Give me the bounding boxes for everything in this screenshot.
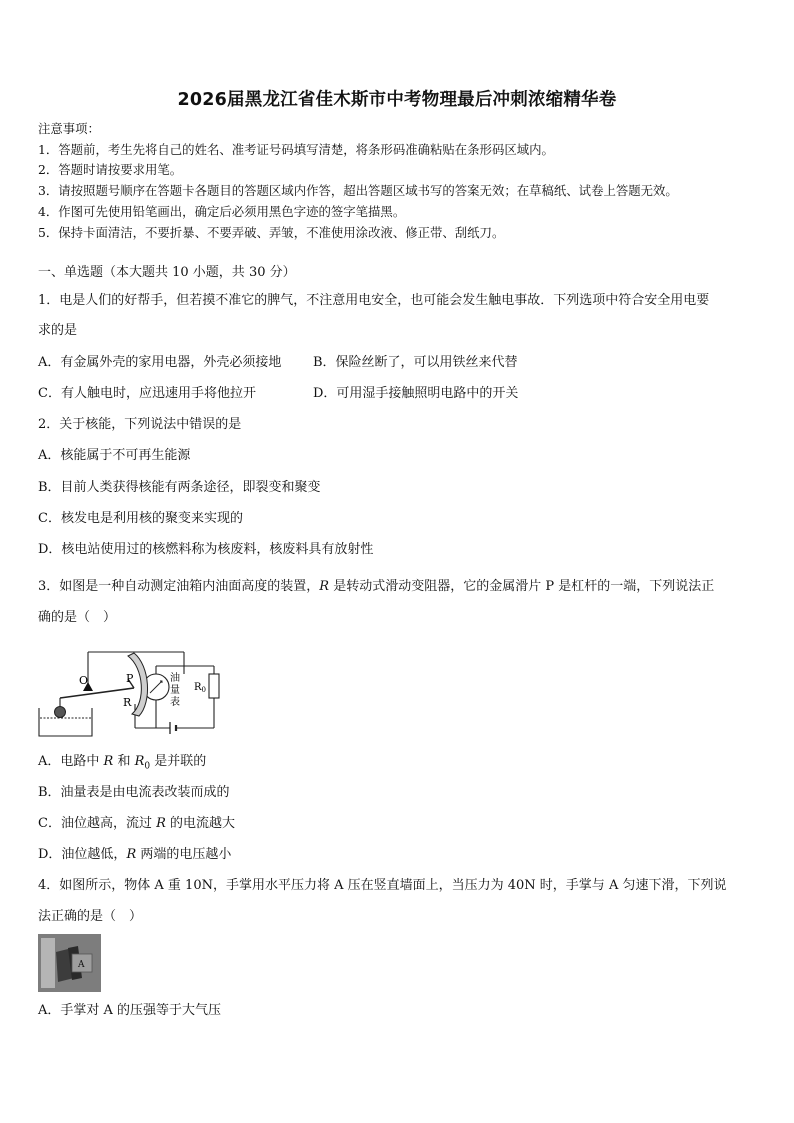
label-o: O: [79, 674, 89, 687]
meter-label-1: 油: [170, 673, 180, 684]
notice-item-2: 2．答题时请按要求用笔。: [38, 162, 183, 177]
notice-item-1: 1．答题前，考生先将自己的姓名、准考证号码填写清楚，将条形码准确粘贴在条形码区域内。: [38, 142, 554, 157]
q3-option-b: B．油量表是由电流表改装而成的: [38, 785, 230, 800]
notice-item-4: 4．作图可先使用铅笔画出，确定后必须用黑色字迹的签字笔描黑。: [38, 204, 406, 219]
hand-press-photo: [38, 934, 101, 992]
block-a-label: A: [78, 960, 85, 970]
q3-option-a: A．电路中 R 和 $R_0$ 是并联的: [38, 754, 207, 772]
notice-item-5: 5．保持卡面清洁，不要折暴、不要弄破、弄皱，不准使用涂改液、修正带、刮纸刀。: [38, 225, 505, 240]
q2-option-d: D．核电站使用过的核燃料称为核废料，核废料具有放射性: [38, 542, 374, 557]
q1-option-a: A．有金属外壳的家用电器，外壳必须接地: [38, 355, 282, 370]
resistor-r0: [209, 674, 219, 698]
notice-item-3: 3．请按照题号顺序在答题卡各题目的答题区域内作答，超出答题区域书写的答案无效；在草稿纸、试卷上答题无效。: [38, 183, 678, 198]
q1-stem-line1: 1．电是人们的好帮手，但若摸不准它的脾气，不注意用电安全，也可能会发生触电事故．下列选项中符合安全用电要: [38, 293, 710, 308]
q2-stem: 2．关于核能，下列说法中错误的是: [38, 417, 242, 432]
q2-option-b: B．目前人类获得核能有两条途径，即裂变和聚变: [38, 480, 321, 495]
q3-option-c: C．油位越高，流过 R 的电流越大: [38, 816, 236, 831]
meter-label-3: 表: [170, 697, 180, 708]
label-r0: $R_0$: [194, 682, 206, 694]
q4-stem-line1: 4．如图所示，物体 A 重 10N，手掌用水平压力将 A 压在竖直墙面上，当压力为 40N 时，手掌与 A 匀速下滑，下列说: [38, 878, 727, 893]
q3-stem-line1: 3．如图是一种自动测定油箱内油面高度的装置，R 是转动式滑动变阻器，它的金属滑片 P 是杠杆的一端，下列说法正: [38, 579, 715, 594]
float: [55, 707, 66, 718]
label-p: P: [126, 672, 134, 685]
wall: [41, 938, 55, 988]
q1-stem-line2: 求的是: [38, 323, 78, 338]
q4-option-a: A．手掌对 A 的压强等于大气压: [38, 1003, 222, 1018]
q4-stem-line2: 法正确的是（ ）: [38, 909, 143, 924]
q1-option-c: C．有人触电时，应迅速用手将他拉开: [38, 386, 256, 401]
q1-option-d: D．可用湿手接触照明电路中的开关: [313, 386, 519, 401]
q3-option-d: D．油位越低，R 两端的电压越小: [38, 847, 232, 862]
meter-label-2: 量: [170, 685, 180, 696]
page-title: 2026届黑龙江省佳木斯市中考物理最后冲刺浓缩精华卷: [177, 90, 617, 110]
q1-option-b: B．保险丝断了，可以用铁丝来代替: [313, 355, 518, 370]
notice-heading: 注意事项：: [38, 121, 100, 136]
label-r: R: [123, 696, 132, 709]
q2-option-a: A．核能属于不可再生能源: [38, 448, 191, 463]
q3-stem-line2: 确的是（ ）: [38, 610, 117, 625]
oil-gauge-circuit-diagram: [36, 644, 222, 740]
section-heading: 一、单选题（本大题共 10 小题，共 30 分）: [38, 265, 296, 280]
q2-option-c: C．核发电是利用核的聚变来实现的: [38, 511, 243, 526]
